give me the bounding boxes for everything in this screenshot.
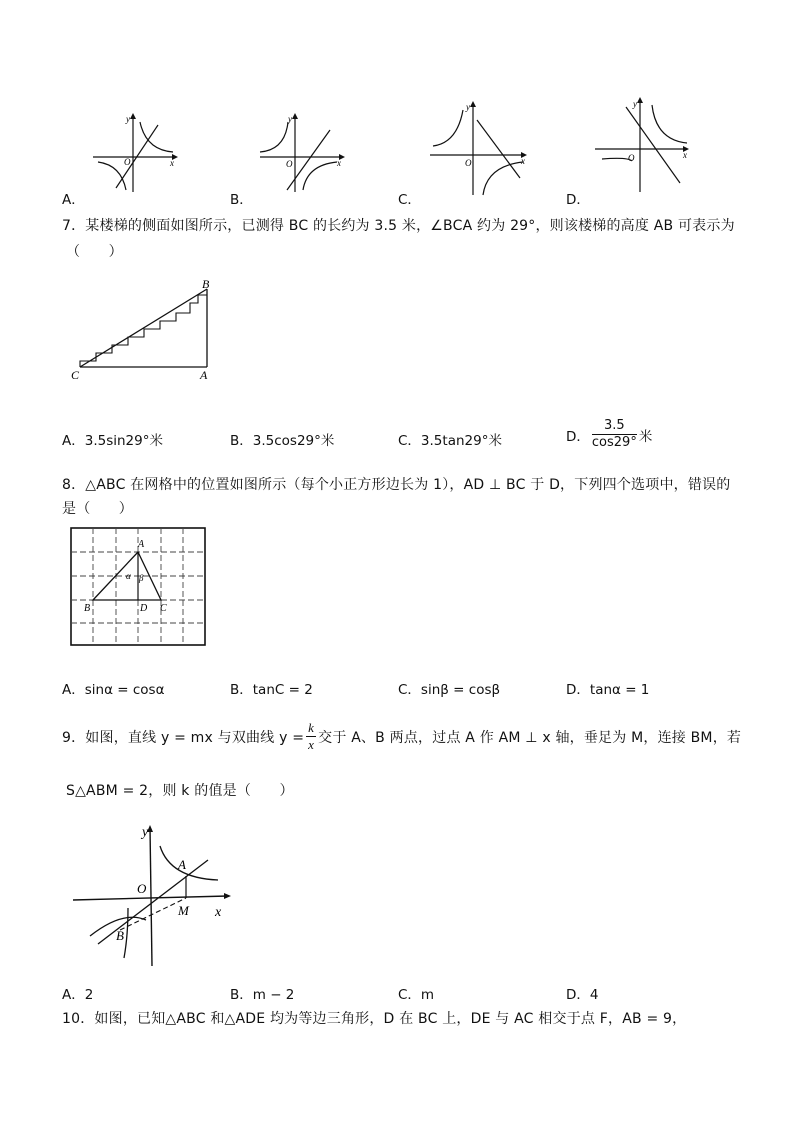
q9-label-y: y — [142, 825, 149, 840]
q9-label-b: B — [116, 928, 124, 943]
q9-label-a: A — [178, 857, 186, 872]
q9-label-x: x — [215, 905, 222, 920]
q9-label-o: O — [137, 881, 147, 896]
q6-option-c[interactable]: C． — [398, 192, 421, 208]
q7-label-b: B — [202, 277, 210, 291]
q8-option-a[interactable]: A．sinα = cosα — [62, 682, 165, 698]
q8-figure-grid — [68, 525, 208, 650]
q6-graph-d — [592, 95, 697, 195]
q8-label-b: B — [84, 603, 91, 614]
q8-option-c[interactable]: C．sinβ = cosβ — [398, 682, 501, 698]
q10-stem: 10．如图，已知△ABC 和△ADE 均为等边三角形，D 在 BC 上，DE 与 AC 相交于点 F，AB = 9， — [62, 1011, 687, 1027]
svg-text:x: x — [683, 150, 687, 160]
q9-option-a[interactable]: A．2 — [62, 987, 94, 1003]
q9-option-c[interactable]: C．m — [398, 987, 435, 1003]
q6-graph-b — [255, 110, 355, 195]
q8-option-b[interactable]: B．tanC = 2 — [230, 682, 313, 698]
svg-text:x: x — [337, 158, 341, 168]
q9-fraction: $\frac{k}{x}$ — [308, 720, 315, 752]
q7-option-c[interactable]: C．3.5tan29°米 — [398, 433, 502, 449]
q9-stem: 9．如图，直线 y = mx 与双曲线 y = $\frac{k}{x}$ 交于 A、B 两点，过点 A 作 AM ⊥ x 轴，垂足为 M，连接 BM，若 — [62, 720, 742, 752]
svg-text:O: O — [465, 158, 472, 168]
q8-stem: 8．△ABC 在网格中的位置如图所示（每个小正方形边长为 1），AD ⊥ BC 于 D，下列四个选项中，错误的 — [62, 477, 731, 493]
svg-text:y: y — [633, 99, 637, 109]
q8-label-d: D — [140, 603, 148, 614]
svg-text:O: O — [124, 157, 131, 167]
svg-text:O: O — [628, 153, 635, 163]
q8-label-beta: β — [139, 573, 144, 583]
q7-stem-bracket: （ ） — [66, 244, 123, 260]
q7-figure-staircase — [68, 275, 228, 385]
q6-option-d[interactable]: D． — [566, 192, 590, 208]
svg-text:O: O — [286, 159, 293, 169]
q7-stem: 7．某楼梯的侧面如图所示，已测得 BC 的长约为 3.5 米，∠BCA 约为 29°，则该楼梯的高度 AB 可表示为 — [62, 218, 735, 234]
q8-label-alpha: α — [126, 571, 131, 581]
q9-figure — [68, 818, 238, 970]
q8-label-c: C — [160, 603, 167, 614]
q9-option-d[interactable]: D．4 — [566, 987, 599, 1003]
svg-text:x: x — [521, 156, 525, 166]
q9-option-b[interactable]: B．m − 2 — [230, 987, 295, 1003]
svg-text:y: y — [126, 114, 130, 124]
svg-text:x: x — [170, 158, 174, 168]
svg-text:y: y — [466, 102, 470, 112]
q6-graph-c — [425, 98, 535, 198]
q7-option-d[interactable]: D． $\frac{3.5}{\cos 29^\circ}$ 米 — [566, 418, 653, 450]
q7-option-d-fraction: $\frac{3.5}{\cos 29^\circ}$ — [591, 418, 637, 450]
q7-label-c: C — [71, 368, 80, 382]
q6-option-a[interactable]: A． — [62, 192, 85, 208]
q6-option-b[interactable]: B． — [230, 192, 253, 208]
q9-label-m: M — [178, 903, 189, 918]
q8-stem-line2: 是（ ） — [62, 501, 133, 517]
q6-graph-a — [88, 110, 188, 195]
svg-text:y: y — [288, 114, 292, 124]
q7-option-a[interactable]: A．3.5sin29°米 — [62, 433, 163, 449]
q9-stem-line2: S△ABM = 2，则 k 的值是（ ） — [66, 783, 294, 799]
q7-option-b[interactable]: B．3.5cos29°米 — [230, 433, 335, 449]
q8-option-d[interactable]: D．tanα = 1 — [566, 682, 650, 698]
q8-label-a: A — [138, 539, 145, 550]
q7-label-a: A — [200, 368, 208, 382]
